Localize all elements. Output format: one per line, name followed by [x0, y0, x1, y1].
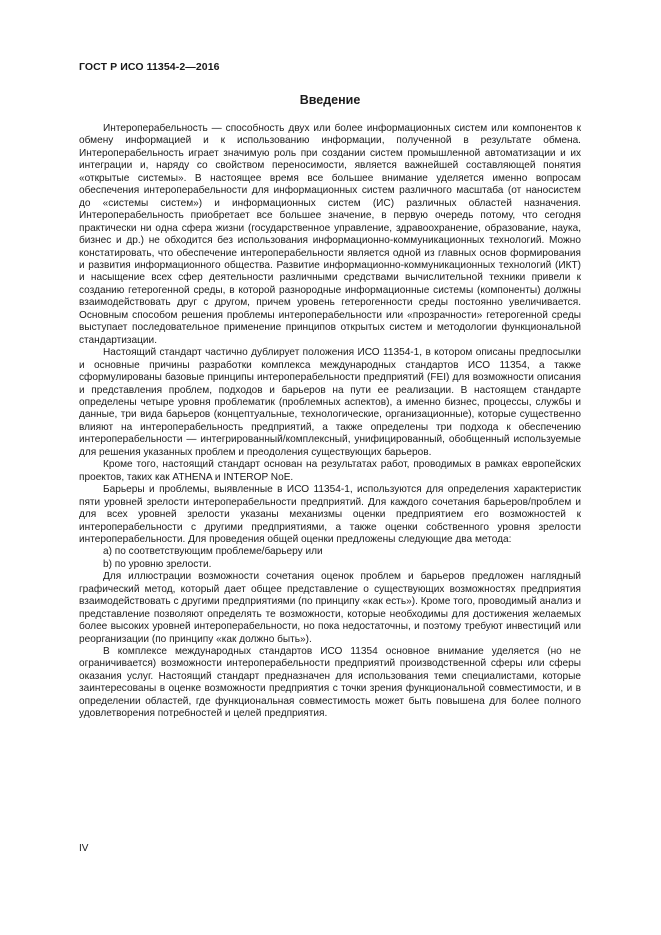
- page-number: IV: [79, 843, 89, 854]
- list-item: b) по уровню зрелости.: [103, 558, 212, 570]
- document-header: ГОСТ Р ИСО 11354-2—2016: [79, 61, 220, 73]
- paragraph: Интероперабельность — способность двух или более информационных систем или компонентов к обмену информацией и к использованию информации, полученной в результате обмена. Интероперабельность играет значимую роль при создании систем промышленной автоматизации и их интеграции и, наряду со свойством переносимости, является важнейшей составляющей понятия «открытые системы». В настоящее время все большее внимание уделяется именно вопросам обеспечения интероперабельности для информационных систем различного масштаба (от наносистем до «системы систем») и информационных систем (ИС) различных областей назначения. Интероперабельность приобретает все большее значение, в первую очередь потому, что сегодня практически ни одна сфера жизни (государственное управление, здравоохранение, образование, наука, бизнес и др.) не обходится без использования информационно-коммуникационных технологий. Можно констатировать, что обеспечение интероперабельности является одной из главных основ формирования и развития информационного общества. Развитие информационно-коммуникационных технологий (ИКТ) и насыщение всех сфер деятельности различными средствами вычислительной техники привели к созданию гетерогенной среды, в которой разнородные информационные системы (компоненты) должны взаимодействовать друг с другом, причем уровень гетерогенности среды постоянно увеличивается. Основным способом решения проблемы интероперабельности или «прозрачности» гетерогенной среды выступает последовательное применение принципов открытых систем и методологии функциональной стандартизации.: [79, 123, 581, 346]
- list-item: a) по соответствующим проблеме/барьеру или: [103, 546, 323, 558]
- paragraph: Кроме того, настоящий стандарт основан на результатах работ, проводимых в рамках европейских проектов, таких как ATHENA и INTEROP NoE.: [79, 459, 581, 483]
- paragraph: Для иллюстрации возможности сочетания оценок проблем и барьеров предложен наглядный графический метод, который дает общее представление о существующих возможностях предприятия взаимодействовать с другими предприятиями (по принципу «как есть»). Кроме того, проводимый анализ и представление позволяют определять те возможности, которые необходимы для достижения желаемых более высоких уровней интероперабельности, но пока недостаточны, и поэтому требуют инвестиций или реорганизации (по принципу «как должно быть»).: [79, 571, 581, 645]
- section-title: Введение: [299, 93, 361, 107]
- body-text: [79, 123, 581, 721]
- paragraph: Барьеры и проблемы, выявленные в ИСО 11354-1, используются для определения характеристик пяти уровней зрелости интероперабельности предприятий. Для каждого сочетания барьеров/проблем и для всех уровней зрелости указаны механизмы оценки предприятием его возможностей к интероперабельности с другими предприятиями, а также оценки собственного уровня зрелости интероперабельности. Для проведения общей оценки предложены следующие два метода:: [79, 484, 581, 545]
- paragraph: В комплексе международных стандартов ИСО 11354 основное внимание уделяется (но не ограничивается) возможности интероперабельности предприятий производственной сферы или сферы оказания услуг. Настоящий стандарт предназначен для использования теми специалистами, которые заинтересованы в оценке возможности предприятия с точки зрения функциональной совместимости, и в определении областей, где функциональная совместимость может быть повышена для более полного удовлетворения потребностей и целей предприятия.: [79, 646, 581, 720]
- paragraph: Настоящий стандарт частично дублирует положения ИСО 11354-1, в котором описаны предпосылки и основные причины разработки комплекса международных стандартов ИСО 11354, а также сформулированы базовые принципы интероперабельности предприятий (FEI) для возможности описания и представления проблем, подходов и барьеров на пути ее реализации. В настоящем стандарте определены четыре уровня проблематик (проблемных аспектов), а именно бизнес, процессы, службы и данные, три вида барьеров (концептуальные, технологические, организационные), которые существенно влияют на интероперабельность предприятий, а также определены три подхода к обеспечению интероперабельности — интегрированный/комплексный, унифицированный, обобщенный используемые для решения указанных проблем и преодоления существующих барьеров.: [79, 347, 581, 458]
